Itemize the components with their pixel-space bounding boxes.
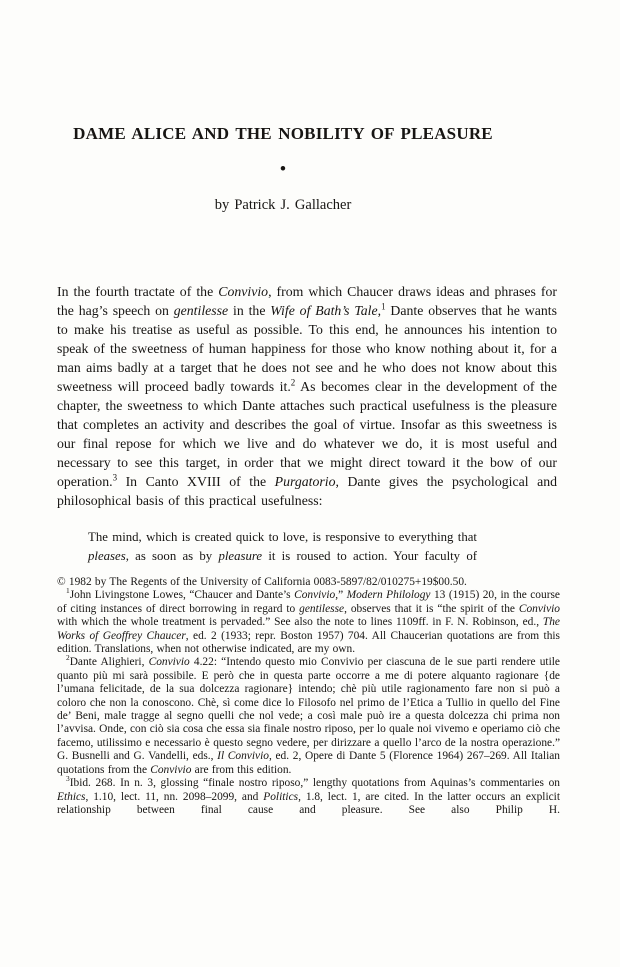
copyright-line: © 1982 by The Regents of the University of California 0083-5897/82/010275+19$00.50.: [57, 576, 467, 588]
article-title: DAME ALICE AND THE NOBILITY OF PLEASURE: [73, 124, 493, 143]
footnotes-section: [57, 576, 560, 817]
footnote-2: $^2$Dante Alighieri, Convivio 4.22: “Intendo questo mio Convivio per ciascuna de le sue parti rendere utile quanto più mi sarà possibile. E però che in questa parte occorre a me di potere alquanto ragionare {de l’umana felicitade, de la sua dolcezza ragionare} intendo; chè più utile ragionamento fare non si può a coloro che non la conoscono. Chè, sì come dice lo Filosofo nel primo de l’Etica a Tullio in quello del Fine de’ Beni, male tragge al segno quelli che nol vede; a così male può ire a questa dolcezza chi prima non l’avvisa. Onde, con ciò sia cosa che essa sia finale nostro riposo, per lo quale noi vivemo e operiamo ciò che facemo, utilissimo e necessario è questo segno vedere, per dirizzare a quello l’arco de la nostra operazione.” G. Busnelli and G. Vandelli, eds., Il Convivio, ed. 2, Opere di Dante 5 (Florence 1964) 267–269. All Italian quotations from the Convivio are from this edition.: [57, 653, 560, 776]
title-separator-bullet: •: [279, 159, 287, 180]
body-paragraph: In the fourth tractate of the Convivio, from which Chaucer draws ideas and phrases for the hag’s speech on gentilesse in the Wife of Bath’s Tale,$^1$ Dante observes that he wants to make his treatise as useful as possible. To this end, he announces his intention to speak of the sweetness of human happiness for those who know nothing about it, for a man aims badly at a target that he does not see and he who does not know about this sweetness will proceed badly towards it.$^2$ As becomes clear in the development of the chapter, the sweetness to which Dante attaches such practical usefulness is the pleasure that completes an activity and describes the goal of virtue. Insofar as this sweetness is our final repose for which we live and do whatever we do, it is most useful and necessary to see this target, in order that we might direct toward it the bow of our operation.$^3$ In Canto XVIII of the Purgatorio, Dante gives the psychological and philosophical basis of this practical usefulness:: [57, 284, 558, 508]
block-quote: The mind, which is created quick to love, is responsive to everything that pleases, as soon as by pleasure it is roused to action. Your faculty of: [88, 530, 477, 563]
footnote-3: $^3$Ibid. 268. In n. 3, glossing “finale nostro riposo,” lengthy quotations from Aquinas’s commentaries on Ethics, 1.10, lect. 11, nn. 2098–2099, and Politics, 1.8, lect. 1, are cited. In the latter occurs an explicit relationship between final cause and pleasure. See also Philip H.: [57, 774, 560, 816]
article-byline: by Patrick J. Gallacher: [214, 197, 352, 213]
footnote-1: $^1$John Livingstone Lowes, “Chaucer and Dante’s Convivio,” Modern Philology 13 (1915) 20, in the course of citing instances of direct borrowing in regard to gentilesse, observes that it is “the spirit of the Convivio with which the whole treatment is pervaded.” See also the note to lines 1109ff. in F. N. Robinson, ed., The Works of Geoffrey Chaucer, ed. 2 (1933; repr. Boston 1957) 704. All Chaucerian quotations are from this edition. Translations, when not otherwise indicated, are my own.: [57, 586, 560, 656]
